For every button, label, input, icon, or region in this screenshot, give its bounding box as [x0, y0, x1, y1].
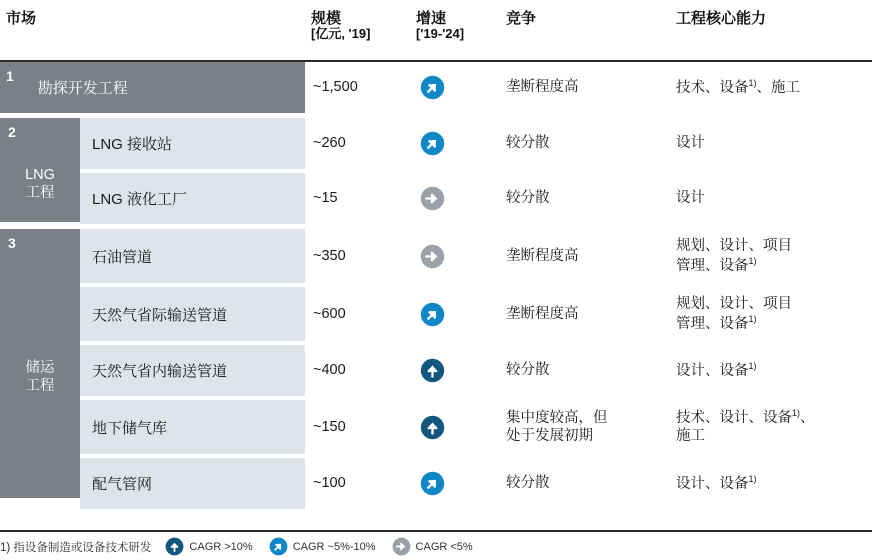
growth-cell [410, 118, 500, 169]
competition-cell: 垄断程度高 [506, 305, 579, 322]
header-market: 市场 [6, 10, 37, 27]
arrow-up-darkblue-icon [420, 358, 445, 383]
arrow-right-grey-icon [420, 186, 445, 211]
market-name-cell [80, 287, 305, 341]
market-group-label-3 [0, 229, 80, 498]
size-cell: ~100 [313, 475, 346, 492]
market-name-cell [80, 458, 305, 509]
size-cell: ~15 [313, 190, 338, 207]
legend [165, 537, 488, 556]
market-group [0, 118, 872, 225]
competition-cell: 集中度较高，但 处于发展初期 [506, 409, 608, 444]
group-label-text: LNG 工程 [25, 166, 55, 201]
competition-cell: 较分散 [506, 362, 550, 379]
group-number: 2 [8, 124, 16, 140]
capability-cell: 规划、设计、项目 管理、设备$^{1)}$ [676, 296, 792, 332]
market-group [0, 62, 872, 114]
size-cell: ~1,500 [313, 79, 358, 96]
market-group-label-1 [0, 62, 305, 113]
competition-cell: 较分散 [506, 135, 550, 152]
legend-item [392, 537, 473, 556]
size-cell: ~260 [313, 135, 346, 152]
market-name-cell [80, 345, 305, 396]
market-name: 勘探开发工程 [37, 80, 128, 97]
group-number: 3 [8, 235, 16, 251]
growth-cell [410, 458, 500, 509]
arrow-up-right-blue-icon [269, 537, 288, 556]
size-cell: ~400 [313, 362, 346, 379]
capability-cell: 设计、设备$^{1)}$ [676, 361, 757, 379]
market-name-cell [80, 229, 305, 283]
arrow-up-darkblue-icon [165, 537, 184, 556]
table-row [80, 287, 872, 342]
arrow-right-grey-icon [392, 537, 411, 556]
group-number: 1 [6, 68, 14, 84]
market-name: 石油管道 [92, 248, 153, 266]
capability-cell: 规划、设计、项目 管理、设备$^{1)}$ [676, 238, 792, 274]
table-row [80, 118, 872, 170]
header-growth [410, 10, 500, 42]
competition-cell: 垄断程度高 [506, 79, 579, 96]
footnote-text: 1) 指设备制造或设备技术研发 [0, 541, 152, 554]
table-row [80, 229, 872, 284]
legend-label: CAGR >10% [189, 540, 253, 553]
table-header [0, 0, 872, 62]
group-label-text: 储运 工程 [25, 360, 55, 395]
table-row [0, 62, 872, 114]
size-cell: ~150 [313, 418, 346, 435]
competition-cell: 较分散 [506, 190, 550, 207]
capability-cell: 技术、设计、设备$^{1)}$、 施工 [676, 408, 815, 445]
arrow-up-darkblue-icon [420, 415, 445, 440]
growth-cell [410, 400, 500, 454]
group-rows [80, 229, 872, 510]
legend-item [165, 537, 252, 556]
market-name-cell [80, 118, 305, 169]
header-growth-main: 增速 [416, 10, 447, 27]
footnote-legend-bar [0, 530, 872, 556]
size-cell: ~350 [313, 247, 346, 264]
market-name: LNG 接收站 [92, 136, 173, 153]
group-rows [80, 118, 872, 225]
arrow-up-right-blue-icon [420, 471, 445, 496]
arrow-right-grey-icon [420, 244, 445, 269]
table-row [80, 345, 872, 397]
table-row [80, 458, 872, 510]
arrow-up-right-blue-icon [420, 131, 445, 156]
arrow-up-right-blue-icon [420, 302, 445, 327]
growth-cell [410, 229, 500, 283]
table-body [0, 62, 872, 514]
header-growth-sub: ['19-'24] [416, 26, 465, 42]
market-name-cell [80, 400, 305, 454]
header-size-main: 规模 [311, 10, 342, 27]
legend-label: CAGR <5% [415, 540, 473, 553]
competition-cell: 较分散 [506, 475, 550, 492]
table-row [80, 173, 872, 225]
growth-cell [410, 287, 500, 341]
size-cell: ~600 [313, 305, 346, 322]
growth-cell [410, 173, 500, 224]
market-name: 天然气省际输送管道 [92, 306, 228, 324]
growth-cell [410, 62, 500, 113]
capability-cell: 技术、设备$^{1)}$、施工 [676, 78, 801, 96]
capability-cell: 设计、设备$^{1)}$ [676, 474, 757, 492]
market-group [0, 229, 872, 510]
market-name-cell [80, 173, 305, 224]
competition-cell: 垄断程度高 [506, 247, 579, 264]
market-name: 地下储气库 [92, 419, 168, 437]
capability-cell: 设计 [676, 190, 705, 207]
header-capability: 工程核心能力 [676, 10, 767, 27]
market-name: 天然气省内输送管道 [92, 363, 228, 380]
header-size-sub: [亿元, '19] [311, 26, 371, 42]
legend-label: CAGR ~5%-10% [292, 540, 376, 553]
header-competition: 竞争 [506, 10, 537, 27]
market-name: 配气管网 [92, 476, 153, 493]
table-row [80, 400, 872, 455]
capability-cell: 设计 [676, 135, 705, 152]
growth-cell [410, 345, 500, 396]
market-group-label-2 [0, 118, 80, 222]
arrow-up-right-blue-icon [420, 75, 445, 100]
legend-item [269, 537, 376, 556]
header-size [305, 10, 410, 42]
market-name: LNG 液化工厂 [92, 191, 188, 208]
group-separator [0, 510, 872, 514]
